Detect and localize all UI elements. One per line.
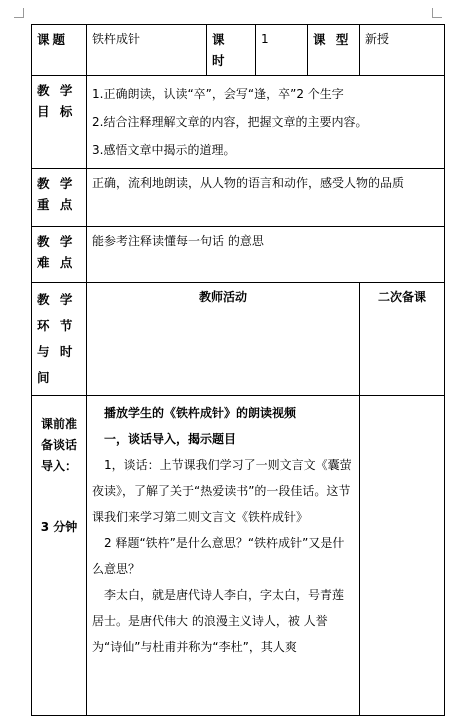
stage-label: 教 学 环 节 与 时 间 <box>32 283 87 396</box>
objectives-list <box>87 76 445 169</box>
teacher-activity-label: 教师活动 <box>87 283 360 396</box>
segment-cell <box>32 396 87 716</box>
page-corner-mark <box>14 8 24 18</box>
key-point-row <box>32 169 445 227</box>
second-prep-label: 二次备课 <box>360 283 445 396</box>
key-point-label: 教 学 重 点 <box>32 169 87 227</box>
hours-value: 1 <box>256 25 308 76</box>
activity-paragraph: 2 释题“铁杵”是什么意思？“铁杵成针”又是什么意思？ <box>92 536 345 576</box>
column-header-row <box>32 283 445 396</box>
topic-label: 课题 <box>32 25 87 76</box>
difficulty-text: 能参考注释读懂每一句话 的意思 <box>87 227 445 283</box>
hours-label: 课 时 <box>207 25 256 76</box>
header-row <box>32 25 445 76</box>
difficulty-label: 教 学 难 点 <box>32 227 87 283</box>
objective-item: 1.正确朗读，认读“卒”，会写“逢，卒”2 个生字 <box>92 87 344 101</box>
difficulty-row <box>32 227 445 283</box>
key-point-text: 正确，流利地朗读，从人物的语言和动作，感受人物的品质 <box>87 169 445 227</box>
objective-item: 3.感悟文章中揭示的道理。 <box>92 143 236 157</box>
segment-name: 课前准备谈话导入： <box>40 417 77 473</box>
type-value: 新授 <box>360 25 445 76</box>
teacher-activity-body <box>87 396 360 716</box>
topic-value: 铁杵成针 <box>87 25 207 76</box>
segment-time: 3 分钟 <box>40 520 78 534</box>
activity-line: 播放学生的《铁杵成针》的朗读视频 <box>104 406 297 420</box>
lesson-plan-table <box>31 24 445 716</box>
objectives-row <box>32 76 445 169</box>
page-corner-mark <box>432 8 442 18</box>
segment-row <box>32 396 445 716</box>
activity-paragraph: 1，谈话：上节课我们学习了一则文言文《囊萤夜读》，了解了关于“热爱读书”的一段佳话。这节课我们来学习第二则文言文《铁杵成针》 <box>92 458 352 524</box>
objective-item: 2.结合注释理解文章的内容，把握文章的主要内容。 <box>92 115 368 129</box>
type-label: 课 型 <box>308 25 360 76</box>
second-prep-body <box>360 396 445 716</box>
activity-heading: 一，谈话导入，揭示题目 <box>104 432 237 446</box>
activity-paragraph: 李太白，就是唐代诗人李白，字太白，号青莲居士。是唐代伟大 的浪漫主义诗人，被 人誉为“诗仙”与杜甫并称为“李杜”，其人爽 <box>92 588 345 654</box>
objectives-label: 教 学 目 标 <box>32 76 87 169</box>
